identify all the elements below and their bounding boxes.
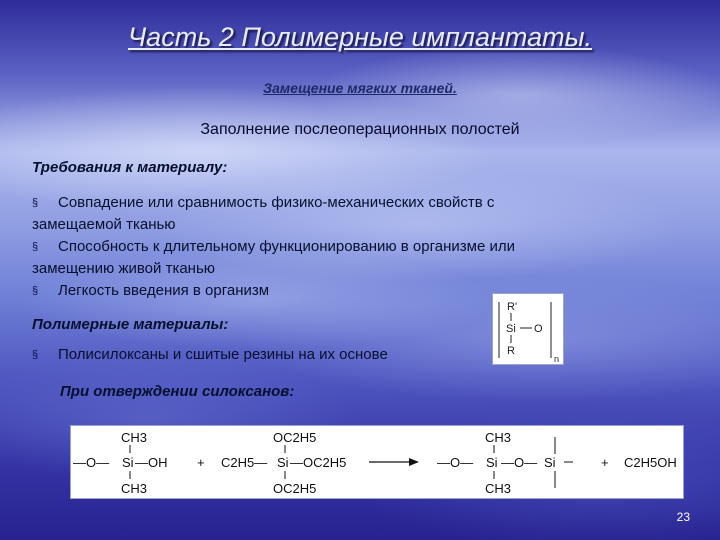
- r1-left: —O—: [73, 455, 110, 470]
- siloxane-structure: [492, 293, 564, 365]
- r2-right: —OC2H5: [290, 455, 347, 470]
- curing-heading: При отверждении силоксанов:: [60, 383, 295, 400]
- structure-right: O: [534, 323, 543, 335]
- r1-top: CH3: [121, 430, 148, 445]
- p1-top: CH3: [485, 430, 512, 445]
- requirements-list: [32, 192, 672, 302]
- p1-left: —O—: [437, 455, 474, 470]
- r2-bottom: OC2H5: [273, 481, 317, 496]
- plus-1: +: [197, 455, 205, 470]
- p1-right: —O—: [501, 455, 538, 470]
- polymers-heading: Полимерные материалы:: [32, 316, 229, 333]
- r2-top: OC2H5: [273, 430, 317, 445]
- structure-bottom: R: [507, 345, 515, 357]
- bullet-icon: §: [32, 241, 39, 253]
- bullet-icon: §: [32, 285, 39, 297]
- list-item: § Способность к длительному функционированию в организме или: [32, 236, 672, 258]
- polymers-list-item: § Полисилоксаны и сшитые резины на их основе: [32, 344, 388, 366]
- bullet-icon: §: [32, 197, 39, 209]
- bullet-icon: §: [32, 349, 39, 361]
- list-item: § Легкость введения в организм: [32, 280, 672, 302]
- siloxane-structure-svg: [493, 294, 563, 364]
- reaction-equation: [70, 425, 684, 499]
- r2-left: C2H5—: [221, 455, 268, 470]
- r1-bottom: CH3: [121, 481, 148, 496]
- page-number: 23: [676, 510, 690, 524]
- slide-title: Часть 2 Полимерные имплантаты.: [128, 22, 592, 52]
- list-item: § Совпадение или сравнимость физико-механических свойств с: [32, 192, 672, 214]
- structure-center: Si: [506, 323, 516, 335]
- r2-center: Si: [277, 455, 289, 470]
- r1-right: —OH: [135, 455, 168, 470]
- reaction-equation-svg: [71, 426, 683, 498]
- list-item-continuation: замещаемой тканью: [32, 216, 176, 233]
- p2-center: Si: [544, 455, 556, 470]
- section-subtitle: Заполнение послеоперационных полостей: [200, 121, 520, 138]
- byproduct: C2H5OH: [624, 455, 677, 470]
- requirements-heading: Требования к материалу:: [32, 159, 228, 176]
- slide-subtitle: Замещение мягких тканей.: [263, 80, 457, 96]
- list-item-continuation: замещению живой тканью: [32, 260, 216, 277]
- structure-subscript: n: [554, 354, 560, 364]
- plus-2: +: [601, 455, 609, 470]
- structure-top: R': [507, 301, 518, 313]
- p1-center: Si: [486, 455, 498, 470]
- p1-bottom: CH3: [485, 481, 512, 496]
- r1-center: Si: [122, 455, 134, 470]
